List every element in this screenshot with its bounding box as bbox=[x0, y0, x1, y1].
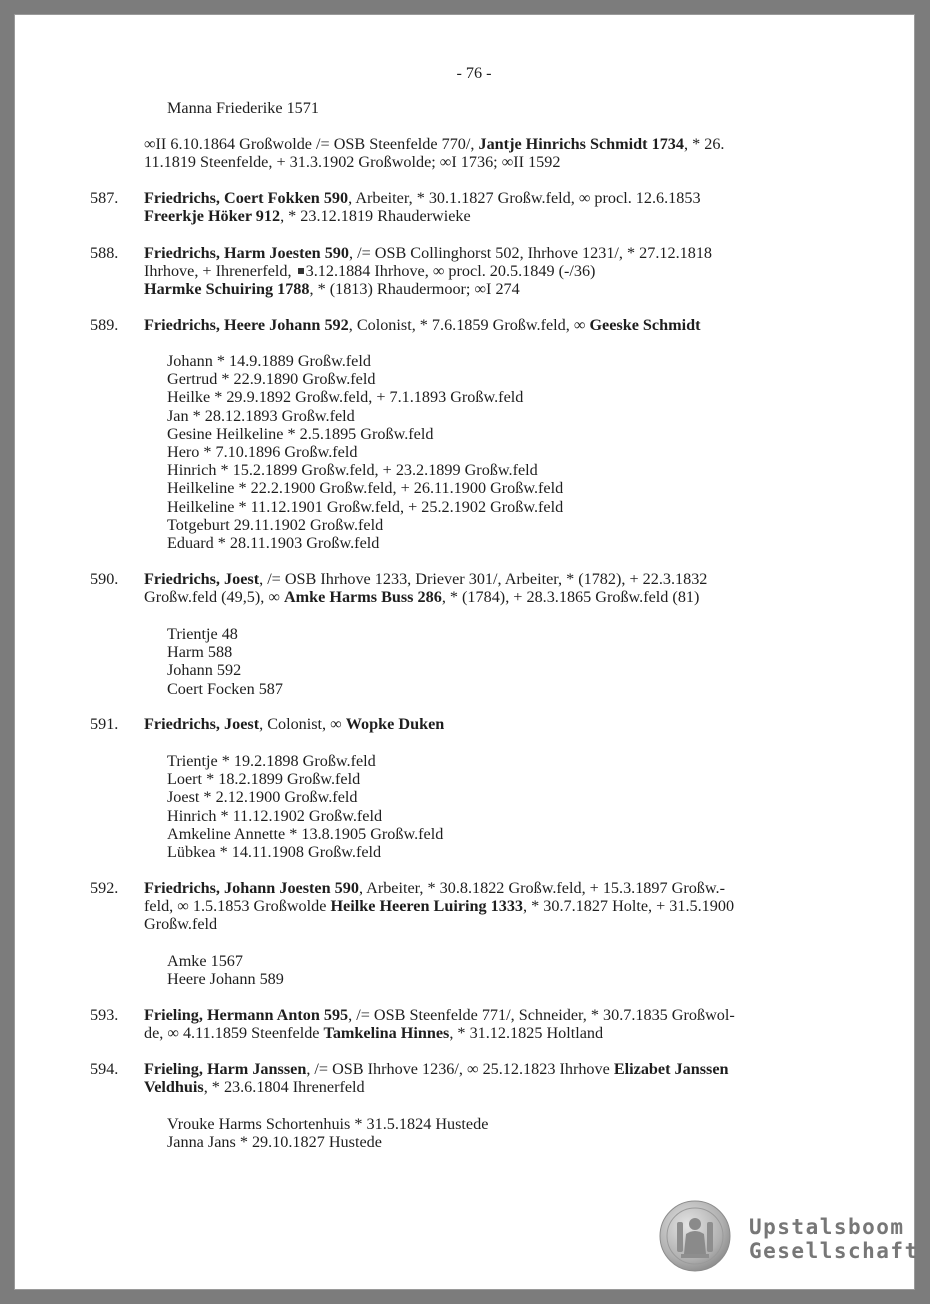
child-entry: Heilkeline * 22.2.1900 Großw.feld, + 26.11.1900 Großw.feld bbox=[167, 479, 564, 498]
child-list bbox=[167, 952, 284, 988]
spouse-name: Wopke Duken bbox=[345, 715, 445, 733]
child-entry: Jan * 28.12.1893 Großw.feld bbox=[167, 406, 355, 425]
spouse-name: Tamkelina Hinnes bbox=[323, 1024, 450, 1043]
child-entry: Harm 588 bbox=[167, 643, 233, 662]
child-entry: Totgeburt 29.11.1902 Großw.feld bbox=[167, 515, 384, 534]
child-entry: Manna Friederike 1571 bbox=[167, 99, 319, 117]
person-name: Friedrichs, Heere Johann 592 bbox=[144, 316, 349, 334]
entry-number: 587. bbox=[90, 189, 119, 207]
person-name: Friedrichs, Coert Fokken 590 bbox=[144, 189, 349, 207]
spouse-name: Freerkje Höker 912 bbox=[144, 207, 281, 226]
entry-number: 590. bbox=[90, 570, 119, 588]
spouse-name: Elizabet Janssen bbox=[613, 1060, 729, 1078]
child-entry: Amkeline Annette * 13.8.1905 Großw.feld bbox=[167, 824, 444, 843]
entry-593: 593. Frieling, Hermann Anton 595, /= OSB Steenfelde 771/, Schneider, * 30.7.1835 Großwol- de, ∞ 4.11.1859 Steenfelde Tamkelina Hinnes, * 31.12.1825 Holtland bbox=[90, 1006, 735, 1043]
entry-594: 594. Frieling, Harm Janssen, /= OSB Ihrhove 1236/, ∞ 25.12.1823 Ihrhove Elizabet Janssen Veldhuis, * 23.6.1804 Ihrenerfeld bbox=[90, 1060, 729, 1097]
person-name: Friedrichs, Joest bbox=[144, 570, 260, 588]
seal-icon bbox=[659, 1200, 731, 1272]
child-entry: Hinrich * 15.2.1899 Großw.feld, + 23.2.1899 Großw.feld bbox=[167, 461, 538, 480]
entry-number: 592. bbox=[90, 879, 119, 897]
entry-number: 594. bbox=[90, 1060, 119, 1078]
child-entry: Janna Jans * 29.10.1827 Hustede bbox=[167, 1133, 382, 1152]
child-entry: Gesine Heilkeline * 2.5.1895 Großw.feld bbox=[167, 424, 434, 443]
child-entry: Heere Johann 589 bbox=[167, 970, 284, 989]
person-name: Friedrichs, Harm Joesten 590 bbox=[144, 244, 349, 262]
entry-591: 591. Friedrichs, Joest, Colonist, ∞ Wopke Duken bbox=[90, 715, 445, 733]
entry-587: 587. Friedrichs, Coert Fokken 590, Arbeiter, * 30.1.1827 Großw.feld, ∞ procl. 12.6.1853 Freerkje Höker 912, * 23.12.1819 Rhauderwieke bbox=[90, 189, 701, 226]
child-list bbox=[167, 625, 283, 698]
child-list bbox=[167, 1115, 488, 1151]
entry-number: 588. bbox=[90, 244, 119, 262]
spouse-name: Heilke Heeren Luiring 1333 bbox=[330, 897, 524, 916]
document-page bbox=[14, 14, 919, 1290]
person-name: Friedrichs, Johann Joesten 590 bbox=[144, 879, 359, 897]
spouse-name: Amke Harms Buss 286 bbox=[283, 588, 442, 607]
person-name: Frieling, Hermann Anton 595 bbox=[144, 1006, 349, 1024]
child-entry: Johann 592 bbox=[167, 661, 242, 680]
entry-590: 590. Friedrichs, Joest, /= OSB Ihrhove 1233, Driever 301/, Arbeiter, * (1782), + 22.3.1832 Großw.feld (49,5), ∞ Amke Harms Buss 286, * (1784), + 28.3.1865 Großw.feld (81) bbox=[90, 570, 708, 607]
entry-592: 592. Friedrichs, Johann Joesten 590, Arbeiter, * 30.8.1822 Großw.feld, + 15.3.1897 Großw.- feld, ∞ 1.5.1853 Großwolde Heilke Heeren Luiring 1333, * 30.7.1827 Holte, + 31.5.1900 Großw.feld bbox=[90, 879, 735, 934]
child-entry: Lübkea * 14.11.1908 Großw.feld bbox=[167, 843, 382, 862]
child-list bbox=[167, 752, 443, 861]
child-entry: Trientje 48 bbox=[167, 625, 238, 643]
child-entry: Joest * 2.12.1900 Großw.feld bbox=[167, 788, 358, 807]
spouse-name: Harmke Schuiring 1788 bbox=[144, 280, 310, 299]
child-entry: Hero * 7.10.1896 Großw.feld bbox=[167, 443, 358, 462]
child-entry: Heilkeline * 11.12.1901 Großw.feld, + 25.2.1902 Großw.feld bbox=[167, 497, 564, 516]
entry-588: 588. Friedrichs, Harm Joesten 590, /= OSB Collinghorst 502, Ihrhove 1231/, * 27.12.1818 Ihrhove, + Ihrenerfeld, 3.12.1884 Ihrhove, ∞ procl. 20.5.1849 (-/36) Harmke Schuiring 1788, * (1813) Rhaudermoor; ∞I 274 bbox=[90, 244, 713, 299]
entry-number: 593. bbox=[90, 1006, 119, 1024]
child-entry: Eduard * 28.11.1903 Großw.feld bbox=[167, 534, 380, 553]
child-entry: Hinrich * 11.12.1902 Großw.feld bbox=[167, 806, 383, 825]
child-list bbox=[167, 99, 319, 117]
child-entry: Amke 1567 bbox=[167, 952, 243, 970]
entry-number: 589. bbox=[90, 316, 119, 334]
burial-symbol-icon bbox=[298, 268, 304, 274]
child-entry: Coert Focken 587 bbox=[167, 679, 283, 698]
child-entry: Johann * 14.9.1889 Großw.feld bbox=[167, 352, 371, 370]
child-entry: Gertrud * 22.9.1890 Großw.feld bbox=[167, 370, 376, 389]
person-name: Friedrichs, Joest bbox=[144, 715, 260, 733]
child-entry: Heilke * 29.9.1892 Großw.feld, + 7.1.1893 Großw.feld bbox=[167, 388, 524, 407]
child-entry: Loert * 18.2.1899 Großw.feld bbox=[167, 770, 361, 789]
child-entry: Trientje * 19.2.1898 Großw.feld bbox=[167, 752, 376, 770]
entry-589: 589. Friedrichs, Heere Johann 592, Colonist, * 7.6.1859 Großw.feld, ∞ Geeske Schmidt bbox=[90, 316, 701, 334]
person-name: Frieling, Harm Janssen bbox=[144, 1060, 307, 1078]
spouse-name: Geeske Schmidt bbox=[589, 316, 701, 334]
spouse-name: Jantje Hinrichs Schmidt 1734 bbox=[478, 135, 684, 153]
child-list bbox=[167, 352, 563, 552]
spouse-name: Veldhuis bbox=[144, 1078, 204, 1097]
marriage-note: ∞II 6.10.1864 Großwolde /= OSB Steenfelde 770/, Jantje Hinrichs Schmidt 1734, * 26. 11.1819 Steenfelde, + 31.3.1902 Großwolde; ∞I 1736; ∞II 1592 bbox=[144, 135, 725, 172]
org-name: Upstalsboom Gesellschaft bbox=[749, 1215, 919, 1263]
entry-number: 591. bbox=[90, 715, 119, 733]
child-entry: Vrouke Harms Schortenhuis * 31.5.1824 Hustede bbox=[167, 1115, 489, 1133]
page-number: - 76 - bbox=[456, 64, 492, 82]
